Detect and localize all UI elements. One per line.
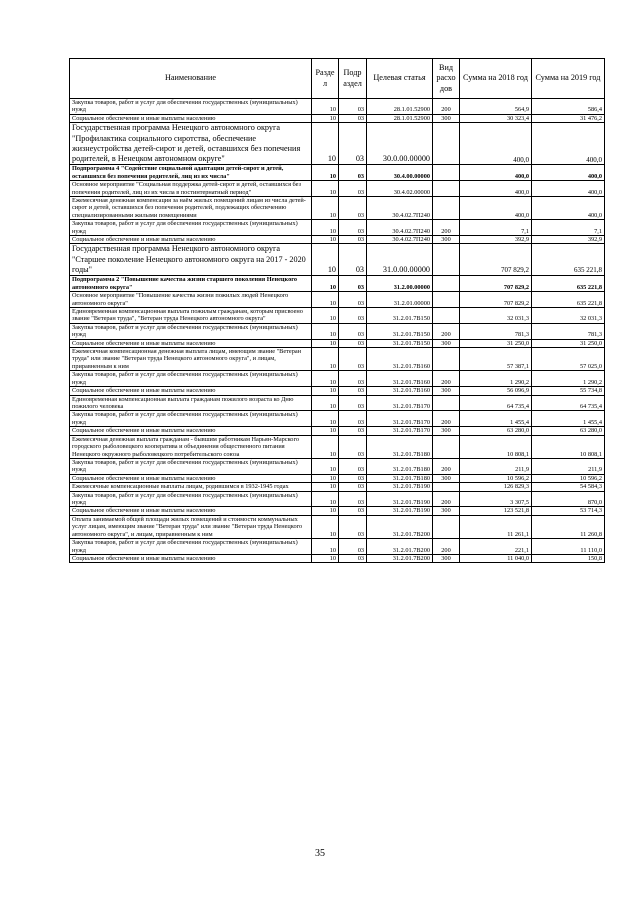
row-name-cell: Ежемесячная компенсационная денежная выплата лицам, имеющим звание "Ветеран труда" или звание "Ветеран труда Ненецкого автономного округа", и лицам, приравненным к ним xyxy=(70,348,312,371)
row-section-cell: 10 xyxy=(312,196,339,219)
table-row xyxy=(70,458,605,474)
row-expense-type-cell: 300 xyxy=(433,427,460,435)
budget-table-container xyxy=(69,58,604,563)
row-name-cell: Закупка товаров, работ и услуг для обеспечения государственных (муниципальных) нужд xyxy=(70,371,312,387)
row-name-cell: Социальное обеспечение и иные выплаты населению xyxy=(70,236,312,244)
header-target-article: Целевая статья xyxy=(367,59,433,99)
row-expense-type-cell: 200 xyxy=(433,220,460,236)
row-sum-2019-cell: 11 110,0 xyxy=(532,539,605,555)
row-target-article-cell: 31.2.01.7В150 xyxy=(367,323,433,339)
row-target-article-cell: 31.2.01.7В190 xyxy=(367,507,433,515)
row-section-cell: 10 xyxy=(312,220,339,236)
row-sum-2018-cell: 56 096,9 xyxy=(460,387,532,395)
row-sum-2018-cell: 221,1 xyxy=(460,539,532,555)
row-sum-2018-cell: 400,0 xyxy=(460,165,532,181)
row-sum-2018-cell: 10 596,2 xyxy=(460,474,532,482)
row-sum-2018-cell: 123 521,8 xyxy=(460,507,532,515)
row-sum-2018-cell: 781,3 xyxy=(460,323,532,339)
table-row xyxy=(70,323,605,339)
row-name-cell: Государственная программа Ненецкого автономного округа "Старшее поколение Ненецкого автономного округа на 2017 - 2020 годы" xyxy=(70,244,312,276)
row-sum-2019-cell: 400,0 xyxy=(532,165,605,181)
row-expense-type-cell: 300 xyxy=(433,339,460,347)
row-name-cell: Закупка товаров, работ и услуг для обеспечения государственных (муниципальных) нужд xyxy=(70,323,312,339)
table-row xyxy=(70,236,605,244)
table-row xyxy=(70,371,605,387)
row-section-cell: 10 xyxy=(312,307,339,323)
row-name-cell: Социальное обеспечение и иные выплаты населению xyxy=(70,474,312,482)
row-expense-type-cell xyxy=(433,123,460,165)
row-subsection-cell: 03 xyxy=(339,474,367,482)
table-row xyxy=(70,411,605,427)
row-target-article-cell: 28.1.01.52900 xyxy=(367,99,433,115)
row-sum-2018-cell: 64 735,4 xyxy=(460,395,532,411)
row-section-cell: 10 xyxy=(312,427,339,435)
row-sum-2019-cell: 781,3 xyxy=(532,323,605,339)
row-expense-type-cell xyxy=(433,395,460,411)
row-name-cell: Социальное обеспечение и иные выплаты населению xyxy=(70,114,312,122)
row-name-cell: Единовременная компенсационная выплата гражданам пожилого возраста ко Дню пожилого человека xyxy=(70,395,312,411)
row-subsection-cell: 03 xyxy=(339,339,367,347)
row-sum-2018-cell: 707 829,2 xyxy=(460,244,532,276)
row-name-cell: Ежемесячная денежная выплата гражданам - бывшим работникам Нарьян-Марского городского рыболовецкого кооператива и объединения общественного питания Ненецкого окружного рыболовецкого потребительского союза xyxy=(70,435,312,458)
row-name-cell: Ежемесячная денежная компенсация за наём жилых помещений лицам из числа детей-сирот и детей, оставшихся без попечения родителей, подлежащих обеспечению специализированными жилыми помещениями xyxy=(70,196,312,219)
row-target-article-cell: 30.4.02.7П240 xyxy=(367,220,433,236)
row-expense-type-cell: 300 xyxy=(433,555,460,563)
row-expense-type-cell xyxy=(433,435,460,458)
row-section-cell: 10 xyxy=(312,458,339,474)
row-section-cell: 10 xyxy=(312,395,339,411)
row-target-article-cell: 31.2.01.7В200 xyxy=(367,555,433,563)
row-subsection-cell: 03 xyxy=(339,483,367,491)
row-section-cell: 10 xyxy=(312,244,339,276)
row-target-article-cell: 31.2.01.00000 xyxy=(367,292,433,308)
row-target-article-cell: 31.0.00.00000 xyxy=(367,244,433,276)
table-row xyxy=(70,427,605,435)
header-expense-type: Вид расхо дов xyxy=(433,59,460,99)
header-sum-2019: Сумма на 2019 год xyxy=(532,59,605,99)
row-sum-2018-cell: 11 261,1 xyxy=(460,515,532,538)
row-sum-2019-cell: 400,0 xyxy=(532,123,605,165)
row-target-article-cell: 31.2.01.7В170 xyxy=(367,427,433,435)
row-subsection-cell: 03 xyxy=(339,114,367,122)
row-name-cell: Социальное обеспечение и иные выплаты населению xyxy=(70,387,312,395)
table-row xyxy=(70,244,605,276)
row-sum-2019-cell: 7,1 xyxy=(532,220,605,236)
row-expense-type-cell: 300 xyxy=(433,474,460,482)
row-subsection-cell: 03 xyxy=(339,196,367,219)
row-expense-type-cell: 200 xyxy=(433,458,460,474)
row-sum-2018-cell: 392,9 xyxy=(460,236,532,244)
row-sum-2018-cell: 400,0 xyxy=(460,196,532,219)
row-name-cell: Закупка товаров, работ и услуг для обеспечения государственных (муниципальных) нужд xyxy=(70,539,312,555)
row-expense-type-cell xyxy=(433,515,460,538)
row-name-cell: Основное мероприятие "Повышение качества жизни пожилых людей Ненецкого автономного округа" xyxy=(70,292,312,308)
row-name-cell: Социальное обеспечение и иные выплаты населению xyxy=(70,555,312,563)
row-subsection-cell: 03 xyxy=(339,427,367,435)
table-row xyxy=(70,387,605,395)
row-name-cell: Социальное обеспечение и иные выплаты населению xyxy=(70,507,312,515)
row-name-cell: Основное мероприятие "Социальная поддержка детей-сирот и детей, оставшихся без попечения родителей, лиц из их числа в постинтернатный период" xyxy=(70,181,312,197)
row-sum-2019-cell: 55 734,8 xyxy=(532,387,605,395)
row-section-cell: 10 xyxy=(312,181,339,197)
row-name-cell: Государственная программа Ненецкого автономного округа "Профилактика социального сиротства, обеспечение жизнеустройства детей-сирот и детей, оставшихся без попечения родителей, в Ненецком автономном округе" xyxy=(70,123,312,165)
table-row xyxy=(70,555,605,563)
row-subsection-cell: 03 xyxy=(339,123,367,165)
row-sum-2019-cell: 10 596,2 xyxy=(532,474,605,482)
table-row xyxy=(70,307,605,323)
row-subsection-cell: 03 xyxy=(339,458,367,474)
row-sum-2018-cell: 10 808,1 xyxy=(460,435,532,458)
table-row xyxy=(70,220,605,236)
row-target-article-cell: 31.2.01.7В180 xyxy=(367,435,433,458)
row-section-cell: 10 xyxy=(312,348,339,371)
table-row xyxy=(70,483,605,491)
row-sum-2019-cell: 400,0 xyxy=(532,181,605,197)
row-section-cell: 10 xyxy=(312,276,339,292)
row-sum-2019-cell: 586,4 xyxy=(532,99,605,115)
page-number: 35 xyxy=(315,848,325,859)
row-target-article-cell: 31.2.01.7В190 xyxy=(367,491,433,507)
row-expense-type-cell: 200 xyxy=(433,411,460,427)
row-expense-type-cell xyxy=(433,348,460,371)
row-expense-type-cell: 200 xyxy=(433,323,460,339)
row-target-article-cell: 31.2.01.7В200 xyxy=(367,515,433,538)
row-target-article-cell: 31.2.01.7В150 xyxy=(367,307,433,323)
row-name-cell: Социальное обеспечение и иные выплаты населению xyxy=(70,427,312,435)
row-subsection-cell: 03 xyxy=(339,307,367,323)
row-target-article-cell: 31.2.01.7В180 xyxy=(367,458,433,474)
row-sum-2019-cell: 1 455,4 xyxy=(532,411,605,427)
row-section-cell: 10 xyxy=(312,515,339,538)
row-expense-type-cell: 200 xyxy=(433,491,460,507)
row-sum-2019-cell: 870,0 xyxy=(532,491,605,507)
row-expense-type-cell: 200 xyxy=(433,371,460,387)
row-sum-2018-cell: 63 280,0 xyxy=(460,427,532,435)
row-sum-2019-cell: 392,9 xyxy=(532,236,605,244)
row-sum-2018-cell: 57 387,1 xyxy=(460,348,532,371)
row-target-article-cell: 28.1.01.52900 xyxy=(367,114,433,122)
row-section-cell: 10 xyxy=(312,474,339,482)
table-header-row xyxy=(70,59,605,99)
header-subsection: Подр аздел xyxy=(339,59,367,99)
row-sum-2018-cell: 7,1 xyxy=(460,220,532,236)
row-expense-type-cell xyxy=(433,165,460,181)
row-section-cell: 10 xyxy=(312,292,339,308)
row-sum-2019-cell: 150,8 xyxy=(532,555,605,563)
row-name-cell: Подпрограмма 2 "Повышение качества жизни старшего поколения Ненецкого автономного округа" xyxy=(70,276,312,292)
row-expense-type-cell xyxy=(433,307,460,323)
row-section-cell: 10 xyxy=(312,483,339,491)
row-subsection-cell: 03 xyxy=(339,387,367,395)
row-subsection-cell: 03 xyxy=(339,220,367,236)
row-target-article-cell: 30.4.02.00000 xyxy=(367,181,433,197)
table-row xyxy=(70,491,605,507)
row-sum-2018-cell: 31 250,0 xyxy=(460,339,532,347)
row-target-article-cell: 31.2.01.7В190 xyxy=(367,483,433,491)
row-sum-2019-cell: 211,9 xyxy=(532,458,605,474)
row-section-cell: 10 xyxy=(312,539,339,555)
row-target-article-cell: 31.2.01.7В160 xyxy=(367,387,433,395)
table-row xyxy=(70,474,605,482)
table-row xyxy=(70,165,605,181)
row-sum-2018-cell: 11 040,0 xyxy=(460,555,532,563)
row-name-cell: Единовременная компенсационная выплата пожилым гражданам, которым присвоено звание "Ветеран труда", "Ветеран труда Ненецкого автономного округа" xyxy=(70,307,312,323)
row-section-cell: 10 xyxy=(312,555,339,563)
row-target-article-cell: 31.2.00.00000 xyxy=(367,276,433,292)
row-subsection-cell: 03 xyxy=(339,555,367,563)
header-sum-2018: Сумма на 2018 год xyxy=(460,59,532,99)
row-sum-2019-cell: 57 025,0 xyxy=(532,348,605,371)
row-expense-type-cell xyxy=(433,244,460,276)
row-name-cell: Закупка товаров, работ и услуг для обеспечения государственных (муниципальных) нужд xyxy=(70,411,312,427)
row-section-cell: 10 xyxy=(312,435,339,458)
row-sum-2019-cell: 63 280,0 xyxy=(532,427,605,435)
row-sum-2019-cell: 54 584,3 xyxy=(532,483,605,491)
row-sum-2018-cell: 1 290,2 xyxy=(460,371,532,387)
row-section-cell: 10 xyxy=(312,165,339,181)
row-subsection-cell: 03 xyxy=(339,539,367,555)
row-section-cell: 10 xyxy=(312,236,339,244)
row-name-cell: Закупка товаров, работ и услуг для обеспечения государственных (муниципальных) нужд xyxy=(70,220,312,236)
row-sum-2018-cell: 30 323,4 xyxy=(460,114,532,122)
row-expense-type-cell: 300 xyxy=(433,114,460,122)
row-name-cell: Закупка товаров, работ и услуг для обеспечения государственных (муниципальных) нужд xyxy=(70,99,312,115)
row-sum-2019-cell: 31 250,0 xyxy=(532,339,605,347)
row-sum-2019-cell: 31 476,2 xyxy=(532,114,605,122)
row-sum-2018-cell: 564,9 xyxy=(460,99,532,115)
row-expense-type-cell xyxy=(433,181,460,197)
table-row xyxy=(70,196,605,219)
row-expense-type-cell: 300 xyxy=(433,387,460,395)
row-sum-2019-cell: 10 808,1 xyxy=(532,435,605,458)
row-name-cell: Закупка товаров, работ и услуг для обеспечения государственных (муниципальных) нужд xyxy=(70,491,312,507)
row-expense-type-cell xyxy=(433,292,460,308)
row-section-cell: 10 xyxy=(312,114,339,122)
table-row xyxy=(70,515,605,538)
row-section-cell: 10 xyxy=(312,411,339,427)
row-sum-2019-cell: 32 031,3 xyxy=(532,307,605,323)
row-target-article-cell: 30.4.00.00000 xyxy=(367,165,433,181)
row-expense-type-cell: 300 xyxy=(433,236,460,244)
table-row xyxy=(70,114,605,122)
table-row xyxy=(70,507,605,515)
row-sum-2019-cell: 53 714,3 xyxy=(532,507,605,515)
table-body xyxy=(70,99,605,563)
row-subsection-cell: 03 xyxy=(339,323,367,339)
table-row xyxy=(70,348,605,371)
row-sum-2018-cell: 400,0 xyxy=(460,181,532,197)
header-name: Наименование xyxy=(70,59,312,99)
row-sum-2018-cell: 400,0 xyxy=(460,123,532,165)
row-subsection-cell: 03 xyxy=(339,395,367,411)
row-target-article-cell: 31.2.01.7В160 xyxy=(367,371,433,387)
row-subsection-cell: 03 xyxy=(339,276,367,292)
row-subsection-cell: 03 xyxy=(339,371,367,387)
row-section-cell: 10 xyxy=(312,99,339,115)
row-section-cell: 10 xyxy=(312,123,339,165)
row-section-cell: 10 xyxy=(312,507,339,515)
row-sum-2018-cell: 126 829,3 xyxy=(460,483,532,491)
row-target-article-cell: 31.2.01.7В200 xyxy=(367,539,433,555)
row-subsection-cell: 03 xyxy=(339,435,367,458)
row-sum-2018-cell: 1 455,4 xyxy=(460,411,532,427)
row-sum-2019-cell: 11 260,8 xyxy=(532,515,605,538)
row-target-article-cell: 31.2.01.7В150 xyxy=(367,339,433,347)
table-row xyxy=(70,435,605,458)
row-sum-2018-cell: 211,9 xyxy=(460,458,532,474)
row-subsection-cell: 03 xyxy=(339,515,367,538)
row-target-article-cell: 31.2.01.7В170 xyxy=(367,411,433,427)
row-subsection-cell: 03 xyxy=(339,99,367,115)
row-sum-2018-cell: 707 829,2 xyxy=(460,292,532,308)
row-sum-2018-cell: 707 829,2 xyxy=(460,276,532,292)
row-expense-type-cell: 200 xyxy=(433,99,460,115)
row-expense-type-cell xyxy=(433,196,460,219)
table-row xyxy=(70,395,605,411)
row-subsection-cell: 03 xyxy=(339,165,367,181)
row-section-cell: 10 xyxy=(312,339,339,347)
row-subsection-cell: 03 xyxy=(339,244,367,276)
row-target-article-cell: 30.0.00.00000 xyxy=(367,123,433,165)
row-target-article-cell: 30.4.02.7П240 xyxy=(367,196,433,219)
row-subsection-cell: 03 xyxy=(339,411,367,427)
row-sum-2019-cell: 635 221,8 xyxy=(532,244,605,276)
row-name-cell: Социальное обеспечение и иные выплаты населению xyxy=(70,339,312,347)
budget-table xyxy=(69,58,605,563)
row-subsection-cell: 03 xyxy=(339,236,367,244)
row-section-cell: 10 xyxy=(312,323,339,339)
row-subsection-cell: 03 xyxy=(339,507,367,515)
row-sum-2018-cell: 32 031,3 xyxy=(460,307,532,323)
row-expense-type-cell xyxy=(433,483,460,491)
row-expense-type-cell: 300 xyxy=(433,507,460,515)
row-subsection-cell: 03 xyxy=(339,292,367,308)
row-target-article-cell: 31.2.01.7В170 xyxy=(367,395,433,411)
row-section-cell: 10 xyxy=(312,387,339,395)
table-row xyxy=(70,181,605,197)
row-sum-2019-cell: 635 221,8 xyxy=(532,292,605,308)
row-sum-2018-cell: 3 307,5 xyxy=(460,491,532,507)
row-sum-2019-cell: 635 221,8 xyxy=(532,276,605,292)
row-subsection-cell: 03 xyxy=(339,491,367,507)
row-expense-type-cell xyxy=(433,276,460,292)
row-sum-2019-cell: 1 290,2 xyxy=(532,371,605,387)
table-row xyxy=(70,539,605,555)
row-name-cell: Оплата занимаемой общей площади жилых помещений и стоимости коммунальных услуг лицам, имеющим звание "Ветеран труда" или звание "Ветеран труда Ненецкого автономного округа", и лицам, приравненным к ним xyxy=(70,515,312,538)
row-section-cell: 10 xyxy=(312,371,339,387)
table-row xyxy=(70,99,605,115)
row-sum-2019-cell: 64 735,4 xyxy=(532,395,605,411)
table-row xyxy=(70,339,605,347)
row-section-cell: 10 xyxy=(312,491,339,507)
header-section: Разде л xyxy=(312,59,339,99)
row-name-cell: Ежемесячные компенсационные выплаты лицам, родившимся в 1932-1945 годах xyxy=(70,483,312,491)
row-target-article-cell: 31.2.01.7В180 xyxy=(367,474,433,482)
table-row xyxy=(70,276,605,292)
row-subsection-cell: 03 xyxy=(339,348,367,371)
table-row xyxy=(70,292,605,308)
row-target-article-cell: 30.4.02.7П240 xyxy=(367,236,433,244)
row-subsection-cell: 03 xyxy=(339,181,367,197)
row-name-cell: Закупка товаров, работ и услуг для обеспечения государственных (муниципальных) нужд xyxy=(70,458,312,474)
row-expense-type-cell: 200 xyxy=(433,539,460,555)
table-row xyxy=(70,123,605,165)
row-sum-2019-cell: 400,0 xyxy=(532,196,605,219)
row-target-article-cell: 31.2.01.7В160 xyxy=(367,348,433,371)
row-name-cell: Подпрограмма 4 "Содействие социальной адаптации детей-сирот и детей, оставшихся без попечения родителей, лиц из их числа" xyxy=(70,165,312,181)
